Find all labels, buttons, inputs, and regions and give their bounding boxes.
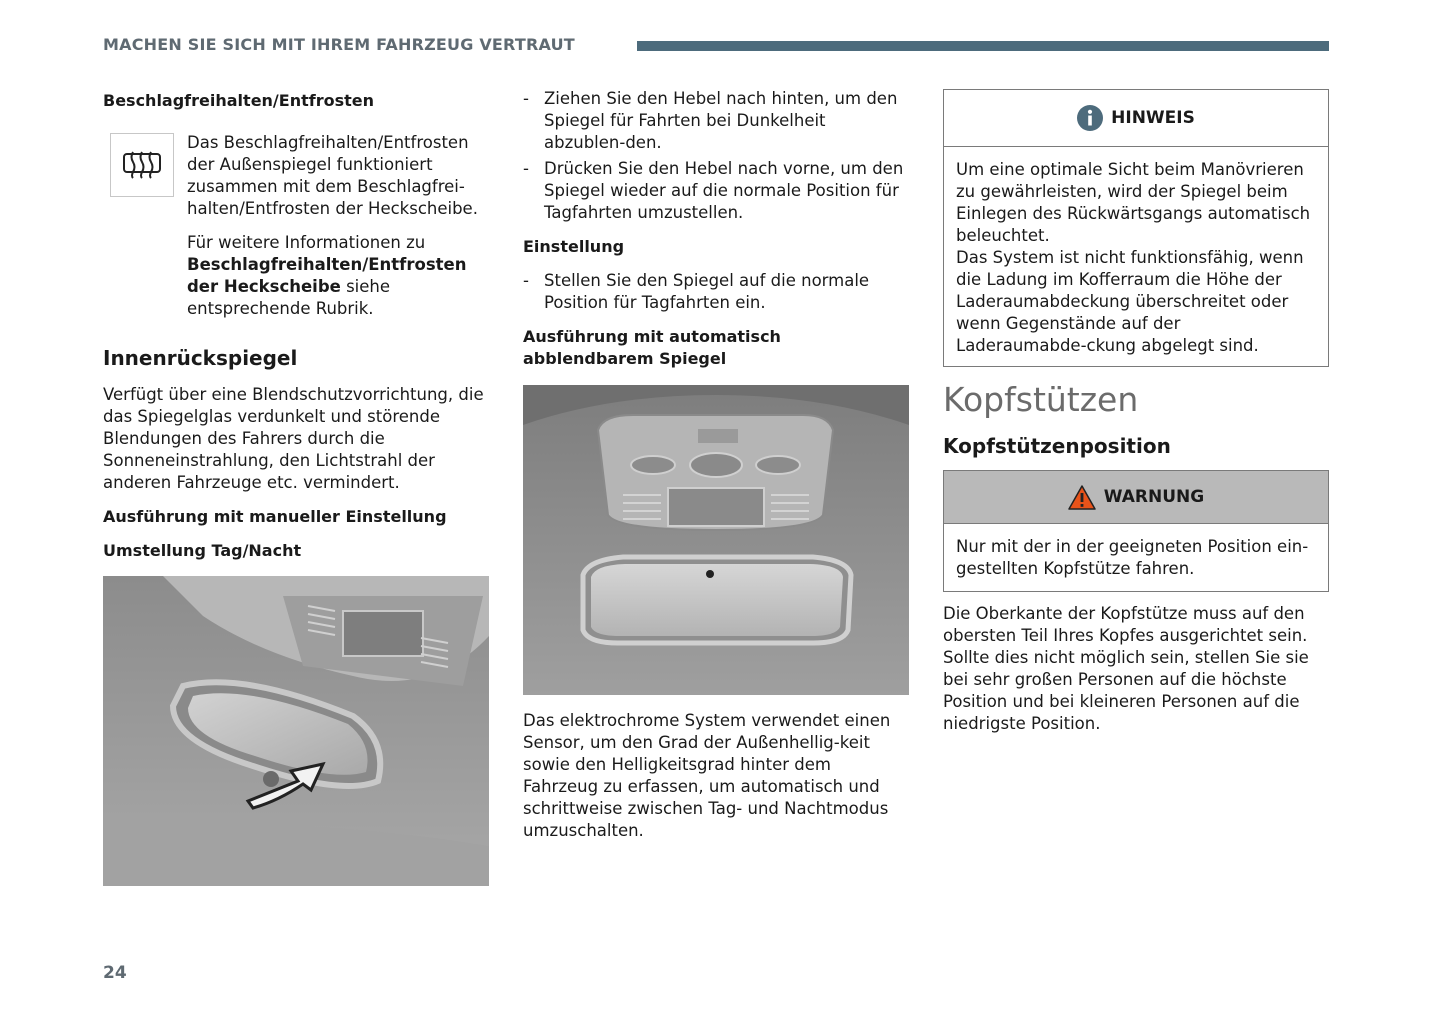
list-dash: - [523, 271, 529, 290]
warning-header [944, 471, 1328, 524]
warning-box [943, 470, 1329, 592]
mirror-heading: Innenrückspiegel [103, 346, 298, 370]
note-text-2: Das System ist nicht funktionsfähig, wenn die Ladung im Kofferraum die Höhe der Laderaumabdeckung überschreitet oder wenn Gegenstände auf der Laderaumabde-ckung abgelegt sind. [956, 248, 1304, 355]
automatic-mirror-photo [523, 385, 909, 695]
list-item [523, 88, 909, 154]
auto-heading: Ausführung mit automatisch abblendbarem Spiegel [523, 327, 781, 368]
info-icon [1077, 105, 1103, 131]
defrost-info-before: Für weitere Informationen zu [187, 233, 426, 252]
list-item-text: Ziehen Sie den Hebel nach hinten, um den Spiegel für Fahrten bei Dunkelheit abzublen-den. [544, 89, 898, 152]
defrost-info-bold: Beschlagfreihalten/Entfrosten der Heckscheibe [187, 255, 467, 296]
headrest-text: Die Oberkante der Kopfstütze muss auf den obersten Teil Ihres Kopfes ausgerichtet sein. Sollte dies nicht möglich sein, stellen Sie sie bei sehr großen Personen auf die höchste Position und bei kleineren Personen auf die niedrigste Position. [943, 604, 1309, 733]
manual-mirror-photo [103, 576, 489, 886]
note-title: HINWEIS [1111, 108, 1195, 128]
manual-heading: Ausführung mit manueller Einstellung [103, 507, 447, 526]
warning-text: Nur mit der in der geeigneten Position ein-gestellten Kopfstütze fahren. [956, 537, 1309, 578]
daynight-list [523, 88, 909, 224]
header-bar [637, 41, 1329, 51]
defrost-heading: Beschlagfreihalten/Entfrosten [103, 91, 374, 110]
note-header [944, 90, 1328, 147]
note-box [943, 89, 1329, 367]
headrest-title: Kopfstützen [943, 380, 1139, 419]
list-item [523, 270, 909, 314]
auto-text: Das elektrochrome System verwendet einen Sensor, um den Grad der Außenhellig-keit sowie den Helligkeitsgrad hinter dem Fahrzeug zu erfassen, um automatisch und schrittweise zwischen Tag- und Nachtmodus umzuschalten. [523, 711, 891, 840]
list-item [523, 158, 909, 224]
headrest-position-heading: Kopfstützenposition [943, 434, 1171, 458]
warning-triangle-icon [1068, 485, 1096, 510]
list-item-text: Drücken Sie den Hebel nach vorne, um den Spiegel wieder auf die normale Position für Tagfahrten umzustellen. [544, 159, 904, 222]
warning-title: WARNUNG [1103, 487, 1205, 507]
note-text-1: Um eine optimale Sicht beim Manövrieren zu gewährleisten, wird der Spiegel beim Einlegen des Rückwärtsgangs automatisch beleuchtet. [956, 160, 1311, 245]
defrost-info-after: siehe entsprechende Rubrik. [187, 277, 391, 318]
setting-heading: Einstellung [523, 237, 625, 256]
list-dash: - [523, 89, 529, 108]
page-number: 24 [103, 963, 127, 983]
list-item-text: Stellen Sie den Spiegel auf die normale Position für Tagfahrten ein. [544, 271, 870, 312]
defrost-text: Das Beschlagfreihalten/Entfrosten der Außenspiegel funktioniert zusammen mit dem Beschlagfrei-halten/Entfrosten der Heckscheibe. [187, 133, 478, 218]
list-dash: - [523, 159, 529, 178]
defrost-info [187, 232, 489, 320]
rear-defrost-icon [110, 133, 174, 197]
daynight-heading: Umstellung Tag/Nacht [103, 541, 302, 560]
page-header-title: MACHEN SIE SICH MIT IHREM FAHRZEUG VERTRAUT [103, 35, 575, 54]
mirror-text: Verfügt über eine Blendschutzvorrichtung, die das Spiegelglas verdunkelt und störende Blendungen des Fahrers durch die Sonneneinstrahlung, den Lichtstrahl der anderen Fahrzeuge etc. vermindert. [103, 385, 484, 492]
